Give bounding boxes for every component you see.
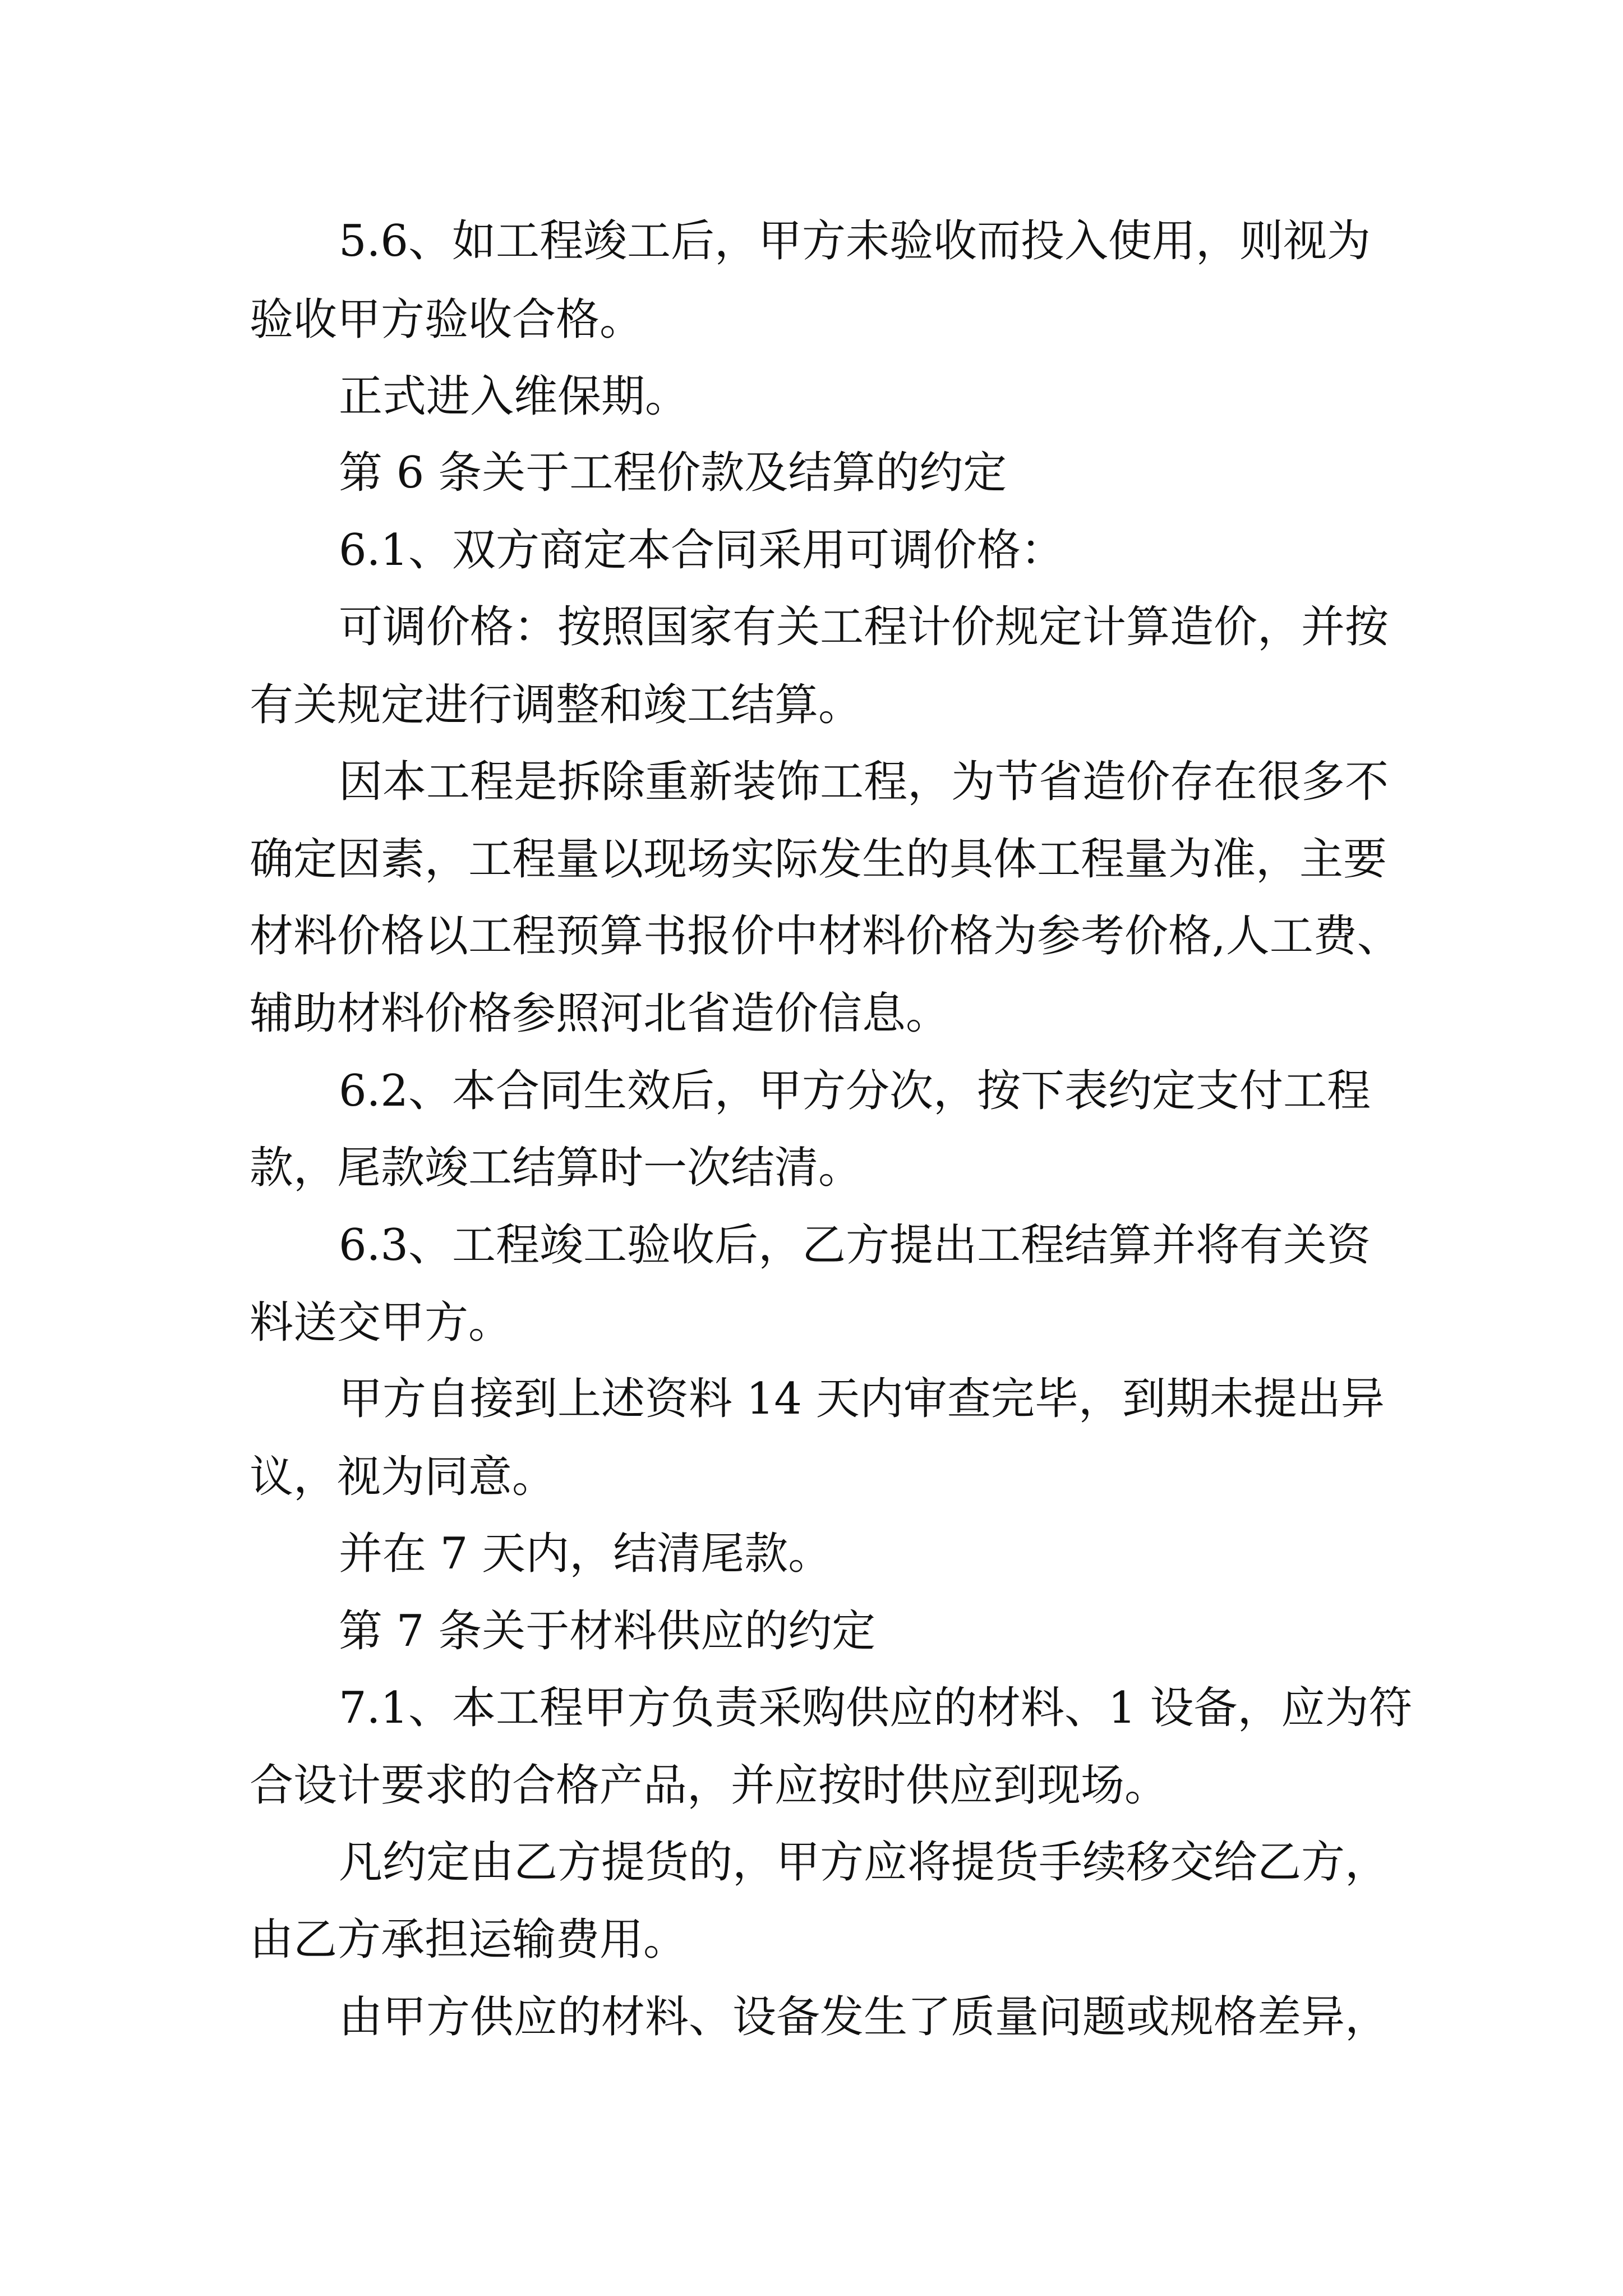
paragraph-line: 6.2、本合同生效后，甲方分次，按下表约定支付工程 bbox=[339, 1066, 1371, 1116]
paragraph-line: 款，尾款竣工结算时一次结清。 bbox=[250, 1143, 863, 1193]
paragraph-line: 由甲方供应的材料、设备发生了质量问题或规格差异， bbox=[339, 1992, 1389, 2042]
paragraph-line: 辅助材料价格参照河北省造价信息。 bbox=[250, 988, 950, 1039]
paragraph-line: 甲方自接到上述资料 14 天内审查完毕，到期未提出异 bbox=[339, 1374, 1385, 1424]
paragraph-line: 确定因素，工程量以现场实际发生的具体工程量为准，主要 bbox=[250, 834, 1387, 885]
paragraph-line: 料送交甲方。 bbox=[250, 1297, 513, 1348]
paragraph-line: 5.6、如工程竣工后，甲方未验收而投入使用，则视为 bbox=[339, 216, 1371, 266]
paragraph-line: 6.3、工程竣工验收后，乙方提出工程结算并将有关资 bbox=[339, 1220, 1371, 1271]
paragraph-line: 合设计要求的合格产品，并应按时供应到现场。 bbox=[250, 1760, 1169, 1811]
paragraph-line: 并在 7 天内，结清尾款。 bbox=[339, 1529, 832, 1579]
paragraph-line: 正式进入维保期。 bbox=[339, 371, 689, 422]
paragraph-line: 由乙方承担运输费用。 bbox=[250, 1915, 688, 1965]
paragraph-line: 验收甲方验收合格。 bbox=[250, 295, 644, 345]
section-heading: 第 6 条关于工程价款及结算的约定 bbox=[339, 448, 1007, 498]
paragraph-line: 材料价格以工程预算书报价中材料价格为参考价格,人工费、 bbox=[250, 911, 1401, 961]
paragraph-line: 凡约定由乙方提货的，甲方应将提货手续移交给乙方， bbox=[339, 1837, 1389, 1888]
paragraph-line: 议，视为同意。 bbox=[250, 1452, 556, 1502]
paragraph-line: 有关规定进行调整和竣工结算。 bbox=[250, 680, 863, 730]
paragraph-line: 7.1、本工程甲方负责采购供应的材料、1 设备，应为符 bbox=[339, 1683, 1413, 1733]
paragraph-line: 因本工程是拆除重新装饰工程，为节省造价存在很多不 bbox=[339, 757, 1389, 807]
paragraph-line: 可调价格：按照国家有关工程计价规定计算造价，并按 bbox=[339, 602, 1389, 652]
section-heading: 第 7 条关于材料供应的约定 bbox=[339, 1606, 876, 1657]
paragraph-line: 6.1、双方商定本合同采用可调价格： bbox=[339, 525, 1065, 576]
